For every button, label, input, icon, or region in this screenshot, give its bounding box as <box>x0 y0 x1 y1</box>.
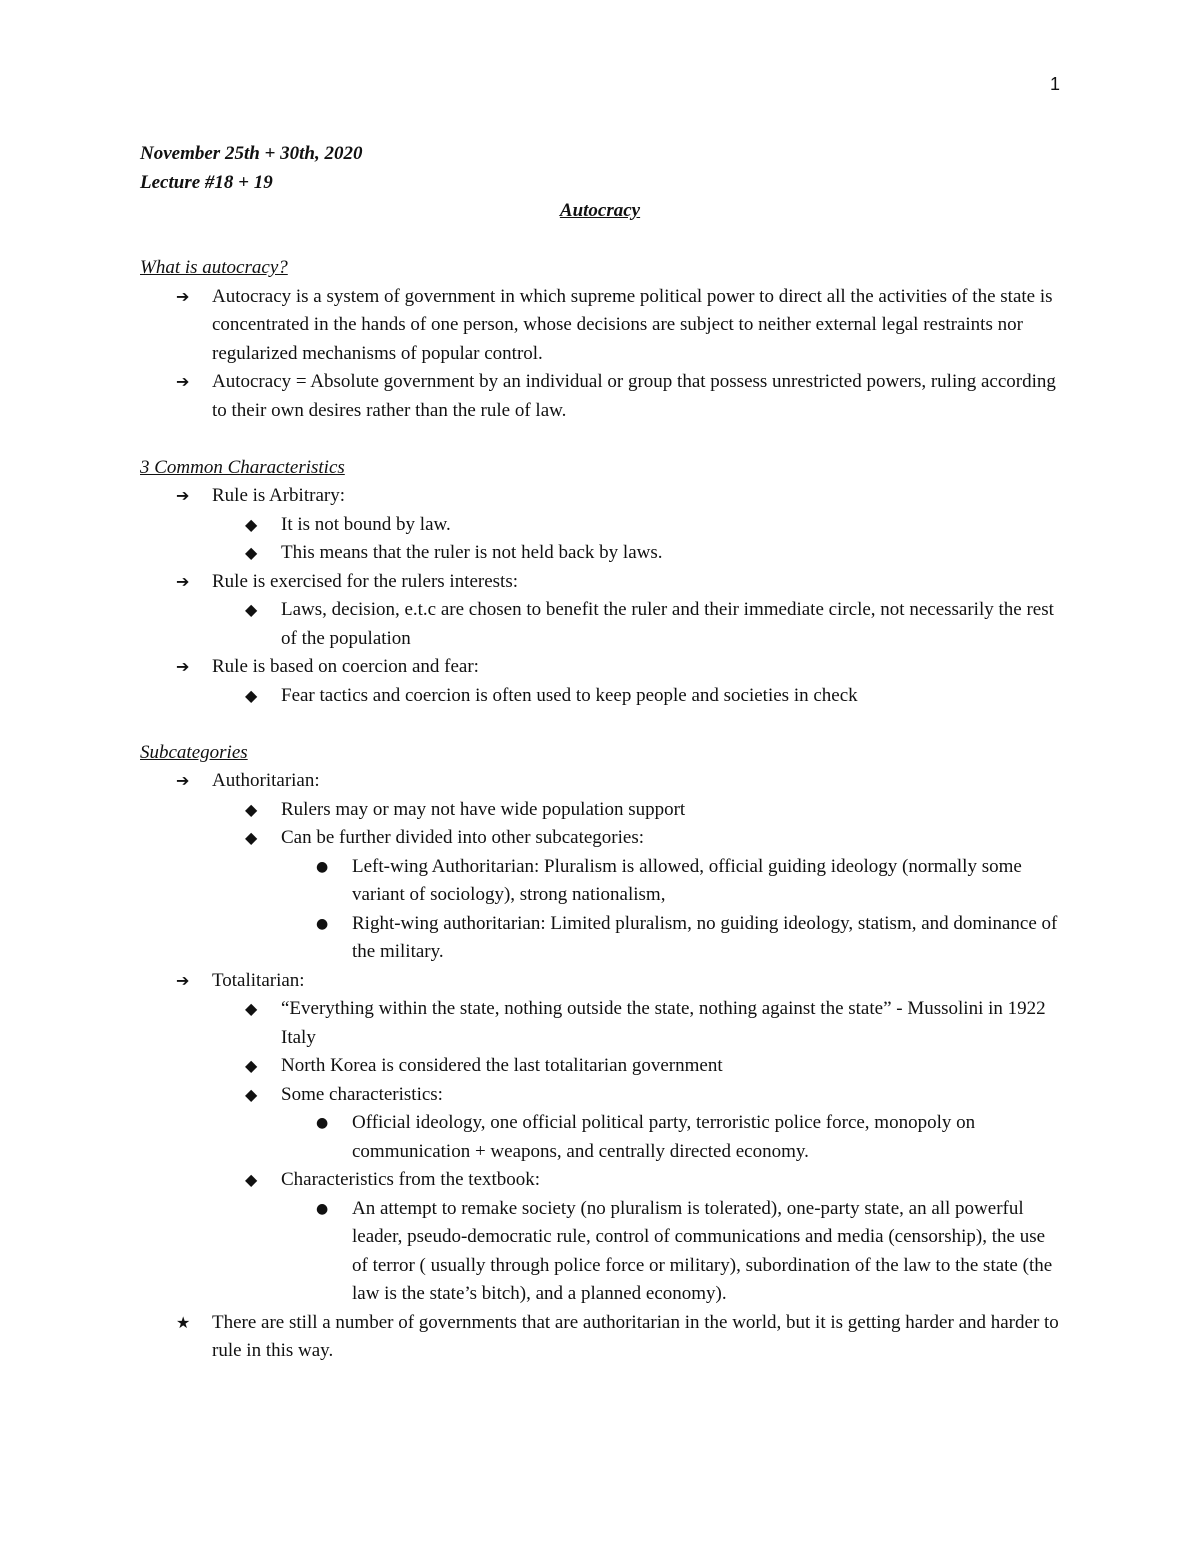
list-item-text: Some characteristics: <box>281 1083 443 1105</box>
list-item-text: There are still a number of governments that are authoritarian in the world, but it is getting harder and harder to rule in this way. <box>212 1311 1059 1361</box>
diamond-bullet-icon: ◆ <box>245 1056 258 1075</box>
section-heading-characteristics: 3 Common Characteristics <box>140 456 345 478</box>
list-item-text: North Korea is considered the last totalitarian government <box>281 1055 723 1076</box>
list-item-text: Rule is Arbitrary: <box>212 485 345 506</box>
list-item <box>140 653 1060 682</box>
diamond-bullet-icon: ◆ <box>245 1084 258 1104</box>
arrow-bullet-icon: ➔ <box>176 657 190 676</box>
arrow-bullet-icon: ➔ <box>176 771 190 790</box>
list-item <box>140 1052 1060 1081</box>
list-item <box>140 910 1060 967</box>
list-item <box>140 853 1060 910</box>
list-item-text: Totalitarian: <box>212 969 305 991</box>
list-item-text: “Everything within the state, nothing outside the state, nothing against the state” - Mussolini in 1922 Italy <box>281 998 1046 1048</box>
list-item <box>140 767 1060 796</box>
list-item <box>140 995 1060 1052</box>
arrow-bullet-icon: ➔ <box>176 286 190 306</box>
list-item <box>140 596 1060 653</box>
page-number: 1 <box>1049 74 1060 94</box>
list-item <box>140 682 1060 711</box>
list-item-text: It is not bound by law. <box>281 513 451 535</box>
list-item-text: Characteristics from the textbook: <box>281 1169 541 1190</box>
list-item <box>140 824 1060 853</box>
page-title: Autocracy <box>559 200 641 221</box>
arrow-bullet-icon: ➔ <box>176 571 190 591</box>
list-item-text: An attempt to remake society (no pluralism is tolerated), one-party state, an all powerful leader, pseudo-democratic rule, control of communications and media (censorship), the use of terror ( usually through police force or military), subordination of the law to the state (the law is the state’s bitch), and a planned economy). <box>352 1197 1053 1304</box>
list-item-text: Left-wing Authoritarian: Pluralism is allowed, official guiding ideology (normally some variant of sociology), strong nationalism, <box>352 855 1022 905</box>
star-bullet-icon: ★ <box>176 1312 191 1332</box>
diamond-bullet-icon: ◆ <box>245 828 258 847</box>
diamond-bullet-icon: ◆ <box>245 600 258 619</box>
arrow-bullet-icon: ➔ <box>176 970 190 990</box>
list-item <box>140 1166 1060 1195</box>
arrow-bullet-icon: ➔ <box>176 372 190 391</box>
list-item-text: Official ideology, one official political party, terroristic police force, monopoly on communication + weapons, and centrally directed economy. <box>352 1112 976 1162</box>
dot-bullet-icon: ● <box>316 858 329 875</box>
list-item-text: Rulers may or may not have wide population support <box>281 798 686 820</box>
list-item <box>140 511 1060 540</box>
list-item <box>140 1081 1060 1110</box>
list-item <box>140 539 1060 568</box>
list-item <box>140 967 1060 996</box>
list-item <box>140 1109 1060 1166</box>
list-item <box>140 1195 1060 1309</box>
list-item-text: Laws, decision, e.t.c are chosen to benefit the ruler and their immediate circle, not necessarily the rest of the population <box>281 599 1054 649</box>
diamond-bullet-icon: ◆ <box>245 685 258 705</box>
document-body <box>140 140 1060 1366</box>
list-item-text: Fear tactics and coercion is often used to keep people and societies in check <box>281 684 858 706</box>
list-item-text: Autocracy = Absolute government by an individual or group that possess unrestricted powers, ruling according to their own desires rather than the rule of law. <box>212 371 1056 421</box>
list-item <box>140 796 1060 825</box>
list-item <box>140 283 1060 369</box>
diamond-bullet-icon: ◆ <box>245 514 258 534</box>
lecture-number: Lecture #18 + 19 <box>140 171 273 193</box>
lecture-date: November 25th + 30th, 2020 <box>140 143 363 164</box>
diamond-bullet-icon: ◆ <box>245 799 258 819</box>
list-item <box>140 568 1060 597</box>
list-item-text: Right-wing authoritarian: Limited pluralism, no guiding ideology, statism, and dominance of the military. <box>352 912 1058 962</box>
section-heading-what-is-autocracy: What is autocracy? <box>140 257 288 278</box>
list-item-text: This means that the ruler is not held back by laws. <box>281 542 663 563</box>
dot-bullet-icon: ● <box>316 1200 329 1217</box>
diamond-bullet-icon: ◆ <box>245 1170 258 1189</box>
list-item-text: Autocracy is a system of government in which supreme political power to direct all the activities of the state is concentrated in the hands of one person, whose decisions are subject to neither external legal restraints nor regularized mechanisms of popular control. <box>212 285 1053 364</box>
list-item <box>140 1309 1060 1366</box>
list-item-text: Rule is exercised for the rulers interests: <box>212 570 519 592</box>
list-item-text: Rule is based on coercion and fear: <box>212 656 479 677</box>
diamond-bullet-icon: ◆ <box>245 543 258 562</box>
list-item-text: Authoritarian: <box>212 770 320 791</box>
list-item <box>140 368 1060 425</box>
list-item <box>140 482 1060 511</box>
diamond-bullet-icon: ◆ <box>245 999 258 1018</box>
list-item-text: Can be further divided into other subcategories: <box>281 827 645 848</box>
section-heading-subcategories: Subcategories <box>140 741 248 763</box>
dot-bullet-icon: ● <box>316 915 329 932</box>
arrow-bullet-icon: ➔ <box>176 486 190 505</box>
dot-bullet-icon: ● <box>316 1115 329 1131</box>
